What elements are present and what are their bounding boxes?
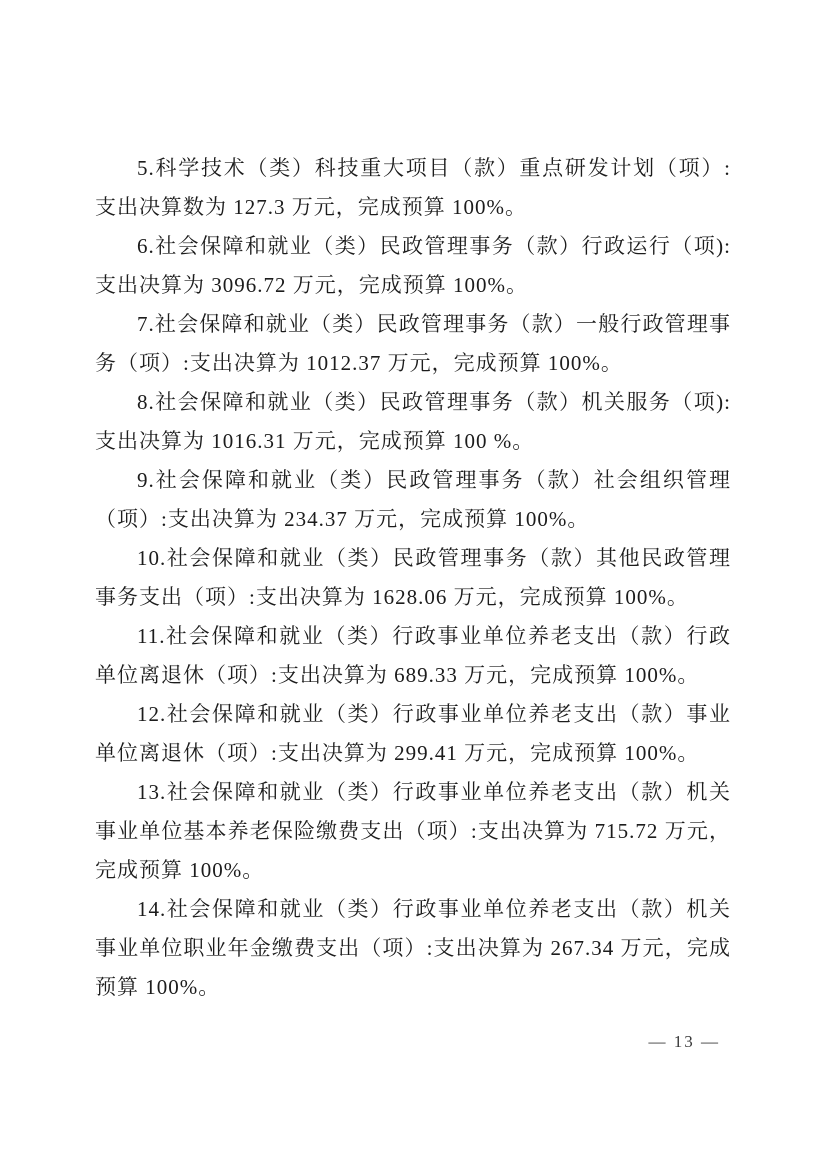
paragraph-13: 13.社会保障和就业（类）行政事业单位养老支出（款）机关事业单位基本养老保险缴费支出（项）:支出决算为 715.72 万元，完成预算 100%。 xyxy=(95,780,731,882)
paragraph-14: 14.社会保障和就业（类）行政事业单位养老支出（款）机关事业单位职业年金缴费支出（项）:支出决算为 267.34 万元，完成预算 100%。 xyxy=(95,897,731,999)
paragraph-12: 12.社会保障和就业（类）行政事业单位养老支出（款）事业单位离退休（项）:支出决算为 299.41 万元，完成预算 100%。 xyxy=(95,702,731,765)
paragraph-6: 6.社会保障和就业（类）民政管理事务（款）行政运行（项):支出决算为 3096.72 万元，完成预算 100%。 xyxy=(95,234,731,297)
paragraph-5: 5.科学技术（类）科技重大项目（款）重点研发计划（项）:支出决算数为 127.3 万元，完成预算 100%。 xyxy=(95,156,731,219)
page-number: — 13 — xyxy=(648,1032,720,1051)
paragraph-10: 10.社会保障和就业（类）民政管理事务（款）其他民政管理事务支出（项）:支出决算为 1628.06 万元，完成预算 100%。 xyxy=(95,546,731,609)
paragraph-11: 11.社会保障和就业（类）行政事业单位养老支出（款）行政单位离退休（项）:支出决算为 689.33 万元，完成预算 100%。 xyxy=(95,624,731,687)
paragraph-9: 9.社会保障和就业（类）民政管理事务（款）社会组织管理（项）:支出决算为 234.37 万元，完成预算 100%。 xyxy=(95,468,731,531)
paragraph-8: 8.社会保障和就业（类）民政管理事务（款）机关服务（项):支出决算为 1016.31 万元，完成预算 100 %。 xyxy=(95,390,731,453)
paragraph-7: 7.社会保障和就业（类）民政管理事务（款）一般行政管理事务（项）:支出决算为 1012.37 万元，完成预算 100%。 xyxy=(95,312,731,375)
document-body xyxy=(95,149,731,1007)
